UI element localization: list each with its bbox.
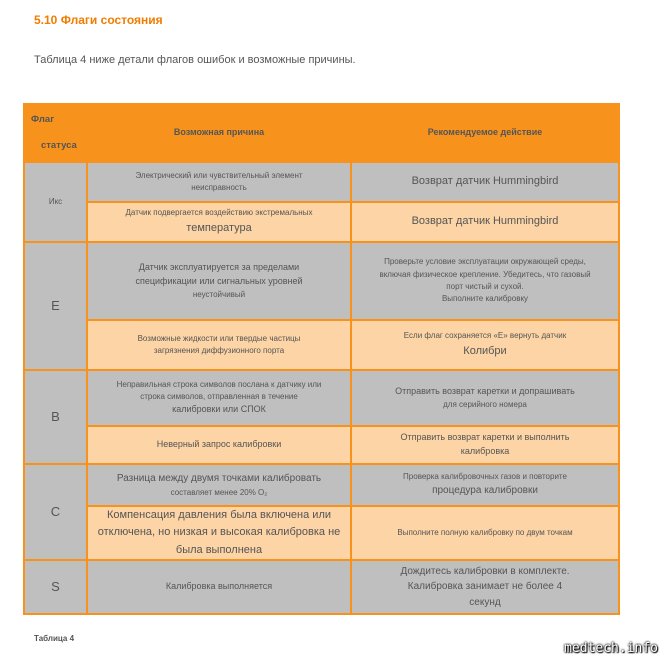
action-cell [351, 370, 619, 426]
status-flags-table [23, 103, 620, 615]
cause-line: строка символов, отправленная в течение [140, 392, 298, 402]
table-row [24, 320, 619, 370]
cause-cell [87, 370, 351, 426]
cause-line: Калибровка выполняется [165, 581, 273, 592]
action-line: Если флаг сохраняется «E» вернуть датчик [403, 331, 567, 341]
cause-cell [87, 320, 351, 370]
action-cell [351, 464, 619, 506]
table-row [24, 464, 619, 506]
table-row [24, 426, 619, 464]
table-header-row [24, 104, 619, 162]
action-cell [351, 560, 619, 614]
cause-cell [87, 506, 351, 560]
flag-cell-s: S [24, 560, 87, 614]
action-cell [351, 426, 619, 464]
cause-cell [87, 464, 351, 506]
action-cell [351, 242, 619, 320]
cause-line: калибровки или СПОК [172, 404, 266, 415]
cause-cell [87, 202, 351, 242]
intro-paragraph: Таблица 4 ниже детали флагов ошибок и возможные причины. [34, 54, 356, 66]
table-row [24, 370, 619, 426]
action-line: Проверьте условие эксплуатации окружающей среды, [384, 257, 586, 267]
action-line: Отправить возврат каретки и допрашивать [395, 385, 575, 396]
cause-cell [87, 560, 351, 614]
action-line: Возврат датчик Hummingbird [411, 175, 559, 188]
table-row [24, 506, 619, 560]
cause-line: Компенсация давления была включена или [106, 509, 332, 522]
header-flag-line1: Флаг [31, 114, 55, 125]
cause-line: спецификации или сигнальных уровней [135, 275, 303, 286]
action-line: для серийного номера [443, 399, 527, 409]
cause-line: составляет менее 20% O₂ [170, 487, 268, 497]
table-row [24, 560, 619, 614]
table-caption: Таблица 4 [34, 634, 75, 643]
cause-line: Электрический или чувствительный элемент [135, 170, 303, 180]
header-action: Рекомендуемое действие [351, 104, 619, 162]
cause-line: неисправность [191, 183, 247, 192]
action-cell [351, 506, 619, 560]
action-cell [351, 202, 619, 242]
header-cause: Возможная причина [87, 104, 351, 162]
action-line: порт чистый и сухой. [446, 282, 524, 291]
cause-cell [87, 426, 351, 464]
cause-line: Датчик подвергается воздействию экстремальных [125, 208, 313, 218]
cause-line: Разница между двумя точками калибровать [116, 473, 322, 485]
cause-line: неустойчивый [192, 289, 246, 299]
action-line: Возврат датчик Hummingbird [411, 215, 559, 228]
flag-cell-e: E [24, 242, 87, 370]
flag-cell-b: B [24, 370, 87, 464]
flag-cell-c: C [24, 464, 87, 560]
cause-line: Неверный запрос калибровки [156, 439, 282, 450]
flag-cell-x: Икс [24, 162, 87, 242]
action-line: включая физическое крепление. Убедитесь, что газовый [379, 269, 591, 279]
cause-cell [87, 242, 351, 320]
cause-cell [87, 162, 351, 202]
cause-line: была выполнена [175, 543, 263, 556]
header-flag-line2: статуса [41, 140, 77, 151]
action-line: Проверка калибровочных газов и повторите [403, 472, 567, 482]
action-line: Колибри [463, 344, 507, 357]
action-line: Выполните полную калибровку по двум точкам [397, 527, 573, 537]
cause-line: Возможные жидкости или твердые частицы [137, 333, 301, 343]
header-flag [24, 104, 87, 162]
cause-line: Неправильная строка символов послана к датчику или [116, 379, 322, 389]
action-cell [351, 162, 619, 202]
cause-line: Датчик эксплуатируется за пределами [138, 261, 300, 272]
action-line: Калибровка занимает не более 4 [407, 581, 563, 593]
action-line: Отправить возврат каретки и выполнить [400, 432, 570, 443]
section-title: 5.10 Флаги состояния [34, 13, 163, 27]
watermark: medtech.info [564, 641, 658, 656]
cause-line: температура [186, 221, 252, 234]
action-line: процедура калибровки [432, 485, 538, 497]
table-row [24, 242, 619, 320]
action-line: Выполните калибровку [441, 294, 529, 304]
table-row [24, 202, 619, 242]
action-line: Дождитесь калибровки в комплекте. [400, 565, 570, 577]
cause-line: загрязнения диффузионного порта [153, 346, 285, 355]
action-line: калибровка [460, 446, 510, 456]
action-line: секунд [469, 596, 501, 608]
action-cell [351, 320, 619, 370]
table-row [24, 162, 619, 202]
cause-line: отключена, но низкая и высокая калибровка не [97, 526, 341, 539]
